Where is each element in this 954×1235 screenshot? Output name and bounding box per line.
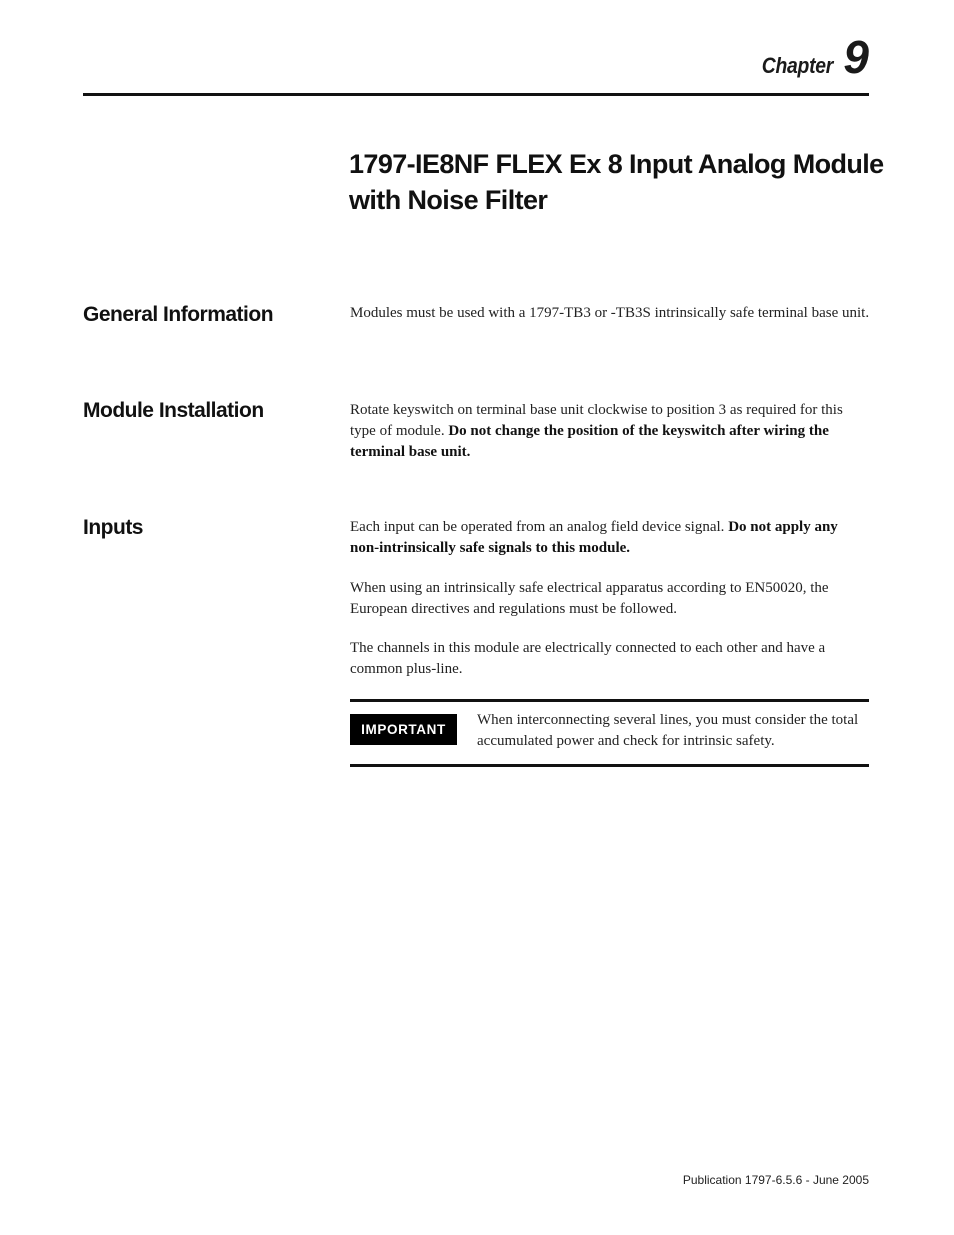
inputs-p1-warning: Do not apply any non-intrinsically safe signals to this module. [350, 519, 838, 556]
module-installation-plain: Rotate keyswitch on terminal base unit clockwise to position 3 as required for this type of module. [350, 402, 843, 439]
important-callout [350, 699, 869, 767]
chapter-number: 9 [843, 31, 869, 83]
chapter-header [752, 31, 869, 83]
section-heading-inputs: Inputs [83, 516, 143, 539]
inputs-paragraph-3: The channels in this module are electrically connected to each other and have a common plus-line. [350, 640, 826, 677]
page-title-line-1: 1797-IE8NF FLEX Ex 8 Input Analog Module [349, 149, 884, 179]
inputs-paragraph-1 [350, 517, 870, 559]
section-heading-module-installation: Module Installation [83, 399, 264, 422]
module-installation-text [350, 400, 870, 463]
inputs-paragraph-2: When using an intrinsically safe electrical apparatus according to EN50020, the European directives and regulations must be followed. [350, 580, 829, 617]
general-information-text: Modules must be used with a 1797-TB3 or -TB3S intrinsically safe terminal base unit. [350, 305, 870, 321]
important-text: When interconnecting several lines, you must consider the total accumulated power and check for intrinsic safety. [477, 712, 859, 749]
inputs-p1-plain: Each input can be operated from an analog field device signal. [350, 519, 729, 535]
chapter-label: Chapter [762, 53, 834, 78]
page-title [349, 146, 884, 218]
important-badge: IMPORTANT [350, 714, 457, 745]
page-title-line-2: with Noise Filter [349, 185, 548, 215]
module-installation-warning: Do not change the position of the keyswitch after wiring the terminal base unit. [350, 423, 829, 460]
header-rule [83, 93, 869, 96]
section-heading-general-information: General Information [83, 303, 274, 326]
publication-footer: Publication 1797-6.5.6 - June 2005 [682, 1173, 869, 1187]
